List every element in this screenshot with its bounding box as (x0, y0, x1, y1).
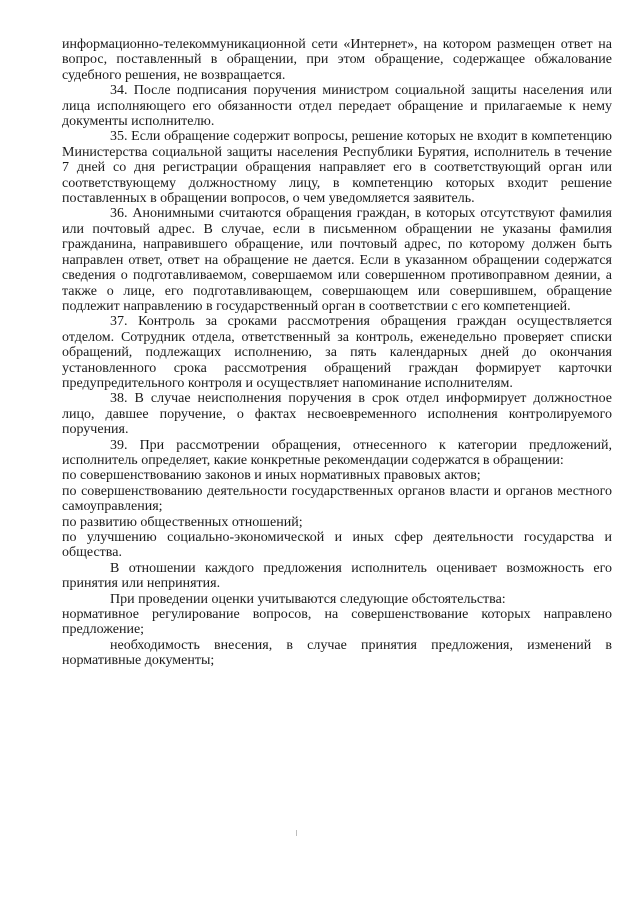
paragraph-assessment: В отношении каждого предложения исполнитель оценивает возможность его принятия или непринятия. (62, 560, 612, 592)
paragraph-circumstances: При проведении оценки учитываются следующие обстоятельства: (110, 591, 506, 607)
list-item-amendments: необходимость внесения, в случае принятия предложения, изменений в нормативные документы; (62, 637, 612, 669)
list-item-government-bodies: по совершенствованию деятельности государственных органов власти и органов местного самоуправления; (62, 483, 612, 515)
paragraph-37: 37. Контроль за сроками рассмотрения обращения граждан осуществляется отделом. Сотрудник отдела, ответственный за контроль, еженедельно проверяет списки обращений, подлежащих исполнению, за пять календарных дней до окончания установленного срока рассмотрения обращений граждан формирует карточки предупредительного контроля и осуществляет напоминание исполнителям. (62, 314, 612, 391)
scan-mark (296, 830, 297, 836)
document-page (62, 37, 612, 669)
paragraph-38: 38. В случае неисполнения поручения в срок отдел информирует должностное лицо, давшее поручение, о фактах несвоевременного исполнения контролируемого поручения. (62, 391, 612, 438)
paragraph-34: 34. После подписания поручения министром социальной защиты населения или лица исполняющего его обязанности отдел передает обращение и прилагаемые к нему документы исполнителю. (62, 83, 612, 130)
paragraph-35: 35. Если обращение содержит вопросы, решение которых не входит в компетенцию Министерства социальной защиты населения Республики Бурятия, исполнитель в течение 7 дней со дня регистрации обращения направляет его в соответствующий орган или соответствующему должностному лицу, в компетенцию которых входит решение поставленных в обращении вопросов, о чем уведомляется заявитель. (62, 129, 612, 207)
paragraph-continuation: информационно-телекоммуникационной сети «Интернет», на котором размещен ответ на вопрос, поставленный в обращении, при этом обращение, содержащее обжалование судебного решения, не возвращается. (62, 37, 612, 83)
list-item-laws: по совершенствованию законов и иных нормативных правовых актов; (62, 468, 481, 484)
paragraph-39: 39. При рассмотрении обращения, отнесенного к категории предложений, исполнитель определяет, какие конкретные рекомендации содержатся в обращении: (62, 437, 612, 468)
list-item-regulation: нормативное регулирование вопросов, на совершенствование которых направлено предложение; (62, 607, 612, 638)
list-item-socio-economic: по улучшению социально-экономической и иных сфер деятельности государства и общества. (62, 530, 612, 561)
list-item-public-relations: по развитию общественных отношений; (62, 514, 303, 530)
paragraph-36: 36. Анонимными считаются обращения граждан, в которых отсутствуют фамилия или почтовый адрес. В случае, если в письменном обращении не указаны фамилия гражданина, направившего обращение, или почтовый адрес, по которому должен быть направлен ответ, ответ на обращение не дается. Если в указанном обращении содержатся сведения о подготавливаемом, совершаемом или совершенном противоправном деянии, а также о лице, его подготавливающем, совершающем или совершившем, обращение подлежит направлению в государственный орган в соответствии с его компетенцией. (62, 206, 612, 314)
